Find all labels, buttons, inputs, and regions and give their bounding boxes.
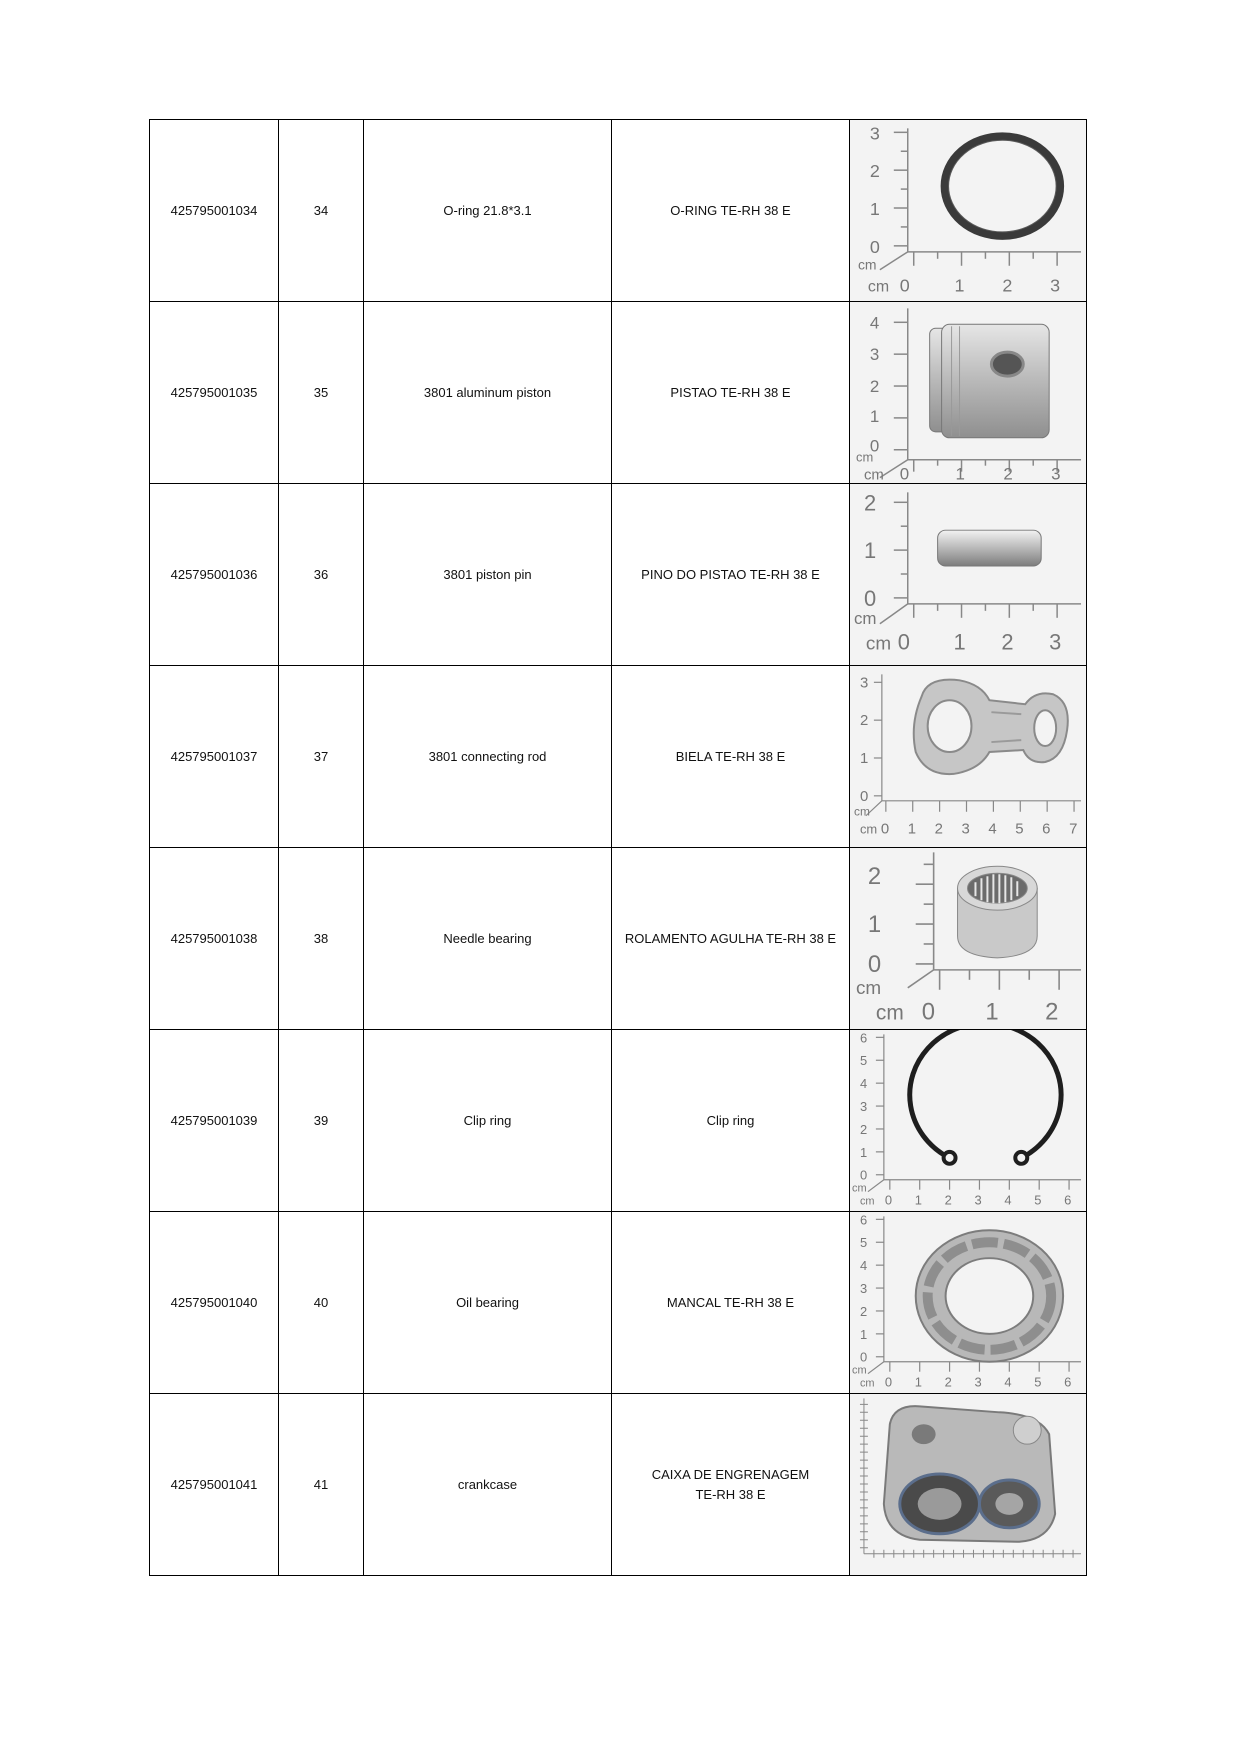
- ruler-label: 1: [869, 406, 880, 426]
- o-ring-photo: [850, 120, 1086, 301]
- ruler-label: 1: [859, 1144, 868, 1160]
- ruler-label: 2: [863, 490, 877, 516]
- ruler-label: 6: [859, 1212, 868, 1228]
- ruler-label: 2: [859, 712, 869, 730]
- connecting-rod-photo: [850, 666, 1086, 847]
- ruler-label: 2: [944, 1374, 952, 1390]
- ruler-label: 2: [859, 1303, 868, 1319]
- needle-bearing-photo: [850, 848, 1086, 1029]
- ruler-unit: cm: [859, 1195, 875, 1208]
- table-row: [150, 848, 1087, 1030]
- ruler-unit: cm: [859, 821, 878, 837]
- ruler-label: 4: [988, 820, 997, 838]
- ruler-label: 0: [880, 820, 890, 838]
- description-en: O-ring 21.8*3.1: [364, 120, 612, 302]
- ruler-label: 3: [869, 345, 880, 365]
- ruler-label: 1: [954, 275, 965, 296]
- ruler-label: 3: [1051, 464, 1061, 483]
- ruler-label: 3: [974, 1374, 982, 1390]
- description-pt-line: CAIXA DE ENGRENAGEM: [651, 1466, 810, 1482]
- ruler-label: 1: [914, 1374, 922, 1390]
- table-row: [150, 1212, 1087, 1394]
- table-row: [150, 120, 1087, 302]
- item-number: 34: [279, 120, 364, 302]
- description-pt: [612, 1394, 850, 1576]
- part-photo-oil-bearing: [850, 1212, 1087, 1394]
- ruler-label: 7: [1069, 820, 1078, 838]
- ruler-label: 0: [897, 629, 910, 655]
- ruler-label: 4: [859, 1258, 868, 1274]
- ruler-label: 0: [859, 1349, 868, 1365]
- description-pt: BIELA TE-RH 38 E: [612, 666, 850, 848]
- ruler-unit: cm: [851, 1182, 867, 1195]
- part-code: 425795001038: [150, 848, 279, 1030]
- ruler-label: 1: [859, 749, 869, 767]
- ruler-label: 2: [867, 863, 882, 891]
- part-code: 425795001036: [150, 484, 279, 666]
- oil-bearing-shape: [916, 1230, 1063, 1361]
- item-number: 41: [279, 1394, 364, 1576]
- ruler-label: 5: [1034, 1192, 1042, 1208]
- ruler-unit: cm: [851, 1364, 867, 1377]
- ruler-label: 0: [899, 275, 910, 296]
- ruler-label: 0: [869, 236, 880, 257]
- part-photo-piston: [850, 302, 1087, 484]
- ruler-label: 1: [914, 1192, 922, 1208]
- ruler-label: 3: [859, 674, 869, 692]
- ruler-label: 3: [859, 1281, 868, 1297]
- ruler-unit: cm: [875, 1001, 904, 1025]
- item-number: 39: [279, 1030, 364, 1212]
- ruler-label: 0: [859, 1167, 868, 1183]
- ruler-label: 4: [1004, 1374, 1012, 1390]
- ruler-label: 1: [907, 820, 917, 838]
- ruler-unit: cm: [853, 804, 870, 819]
- ruler-label: 3: [961, 820, 970, 838]
- description-en: Needle bearing: [364, 848, 612, 1030]
- part-code: 425795001039: [150, 1030, 279, 1212]
- ruler-unit: cm: [855, 977, 882, 999]
- ruler-label: 1: [953, 629, 966, 655]
- ruler-label: 2: [934, 820, 943, 838]
- item-number: 35: [279, 302, 364, 484]
- table-row: [150, 302, 1087, 484]
- description-en: Oil bearing: [364, 1212, 612, 1394]
- ruler-label: 2: [869, 377, 880, 397]
- ruler-label: 2: [859, 1121, 868, 1137]
- oil-bearing-photo: [850, 1212, 1086, 1393]
- ruler-unit: cm: [865, 633, 892, 655]
- item-number: 40: [279, 1212, 364, 1394]
- part-photo-crankcase: [850, 1394, 1087, 1576]
- ruler-label: 6: [1064, 1374, 1072, 1390]
- ruler-label: 4: [1004, 1192, 1012, 1208]
- ruler-label: 2: [1003, 464, 1013, 483]
- part-photo-piston-pin: [850, 484, 1087, 666]
- description-pt: PINO DO PISTAO TE-RH 38 E: [612, 484, 850, 666]
- ruler-unit: cm: [859, 1377, 875, 1390]
- table-row: [150, 666, 1087, 848]
- clip-ring-photo: [850, 1030, 1086, 1211]
- item-number: 38: [279, 848, 364, 1030]
- ruler-label: 3: [974, 1192, 982, 1208]
- item-number: 36: [279, 484, 364, 666]
- description-pt: MANCAL TE-RH 38 E: [612, 1212, 850, 1394]
- ruler-label: 6: [1064, 1192, 1072, 1208]
- ruler-unit: cm: [867, 278, 890, 296]
- ruler-label: 0: [884, 1374, 893, 1390]
- part-code: 425795001040: [150, 1212, 279, 1394]
- ruler-label: 5: [859, 1235, 868, 1251]
- description-en: Clip ring: [364, 1030, 612, 1212]
- description-en: crankcase: [364, 1394, 612, 1576]
- description-pt: Clip ring: [612, 1030, 850, 1212]
- ruler-unit: cm: [853, 608, 877, 628]
- description-pt: PISTAO TE-RH 38 E: [612, 302, 850, 484]
- part-photo-needle-bearing: [850, 848, 1087, 1030]
- clip-ring-shape: [910, 1030, 1061, 1164]
- table-row: [150, 484, 1087, 666]
- ruler-unit: cm: [855, 449, 874, 465]
- ruler-label: 3: [869, 123, 880, 144]
- ruler-label: 1: [955, 464, 965, 483]
- ruler-label: 1: [985, 998, 999, 1026]
- part-code: 425795001041: [150, 1394, 279, 1576]
- part-code: 425795001037: [150, 666, 279, 848]
- ruler-label: 2: [1002, 275, 1013, 296]
- ruler-unit: cm: [863, 466, 884, 483]
- parts-table: [149, 119, 1087, 1576]
- ruler-label: 1: [859, 1326, 868, 1342]
- item-number: 37: [279, 666, 364, 848]
- ruler-label: 0: [863, 585, 877, 611]
- piston-pin-shape: [938, 530, 1042, 566]
- o-ring-shape: [945, 136, 1061, 236]
- part-photo-o-ring: [850, 120, 1087, 302]
- ruler-label: 5: [1034, 1374, 1042, 1390]
- description-en: 3801 connecting rod: [364, 666, 612, 848]
- ruler-label: 2: [1045, 998, 1059, 1026]
- piston-photo: [850, 302, 1086, 483]
- ruler-label: 0: [859, 787, 869, 805]
- ruler-label: 4: [859, 1076, 868, 1092]
- piston-pin-photo: [850, 484, 1086, 665]
- description-pt: ROLAMENTO AGULHA TE-RH 38 E: [612, 848, 850, 1030]
- ruler-label: 0: [899, 464, 910, 483]
- ruler-label: 0: [867, 950, 882, 978]
- ruler-label: 3: [859, 1099, 868, 1115]
- ruler-label: 6: [859, 1030, 868, 1046]
- description-pt-line: TE-RH 38 E: [695, 1486, 766, 1502]
- ruler-label: 2: [944, 1192, 952, 1208]
- part-code: 425795001034: [150, 120, 279, 302]
- ruler-label: 1: [867, 911, 882, 939]
- description-pt: O-RING TE-RH 38 E: [612, 120, 850, 302]
- part-photo-clip-ring: [850, 1030, 1087, 1212]
- description-en: 3801 piston pin: [364, 484, 612, 666]
- ruler-unit: cm: [857, 256, 877, 273]
- connecting-rod-shape: [914, 680, 1068, 774]
- ruler-label: 2: [1001, 629, 1014, 655]
- ruler-label: 6: [1042, 820, 1051, 838]
- part-code: 425795001035: [150, 302, 279, 484]
- crankcase-shape: [884, 1406, 1055, 1542]
- ruler-label: 1: [869, 198, 880, 219]
- description-en: 3801 aluminum piston: [364, 302, 612, 484]
- ruler-label: 3: [1049, 629, 1062, 655]
- crankcase-photo: [850, 1394, 1086, 1575]
- ruler-label: 1: [863, 538, 877, 564]
- needle-bearing-shape: [958, 866, 1038, 958]
- table-row: [150, 1030, 1087, 1212]
- table-row: [150, 1394, 1087, 1576]
- ruler-label: 0: [884, 1192, 893, 1208]
- ruler: [880, 128, 1081, 269]
- ruler-label: 5: [1015, 820, 1024, 838]
- part-photo-connecting-rod: [850, 666, 1087, 848]
- ruler-label: 3: [1050, 275, 1061, 296]
- ruler-label: 0: [921, 998, 935, 1026]
- ruler-label: 2: [869, 161, 880, 182]
- piston-shape: [930, 324, 1049, 438]
- ruler-label: 4: [869, 313, 880, 333]
- ruler-label: 0: [869, 436, 880, 456]
- ruler-label: 5: [859, 1053, 868, 1069]
